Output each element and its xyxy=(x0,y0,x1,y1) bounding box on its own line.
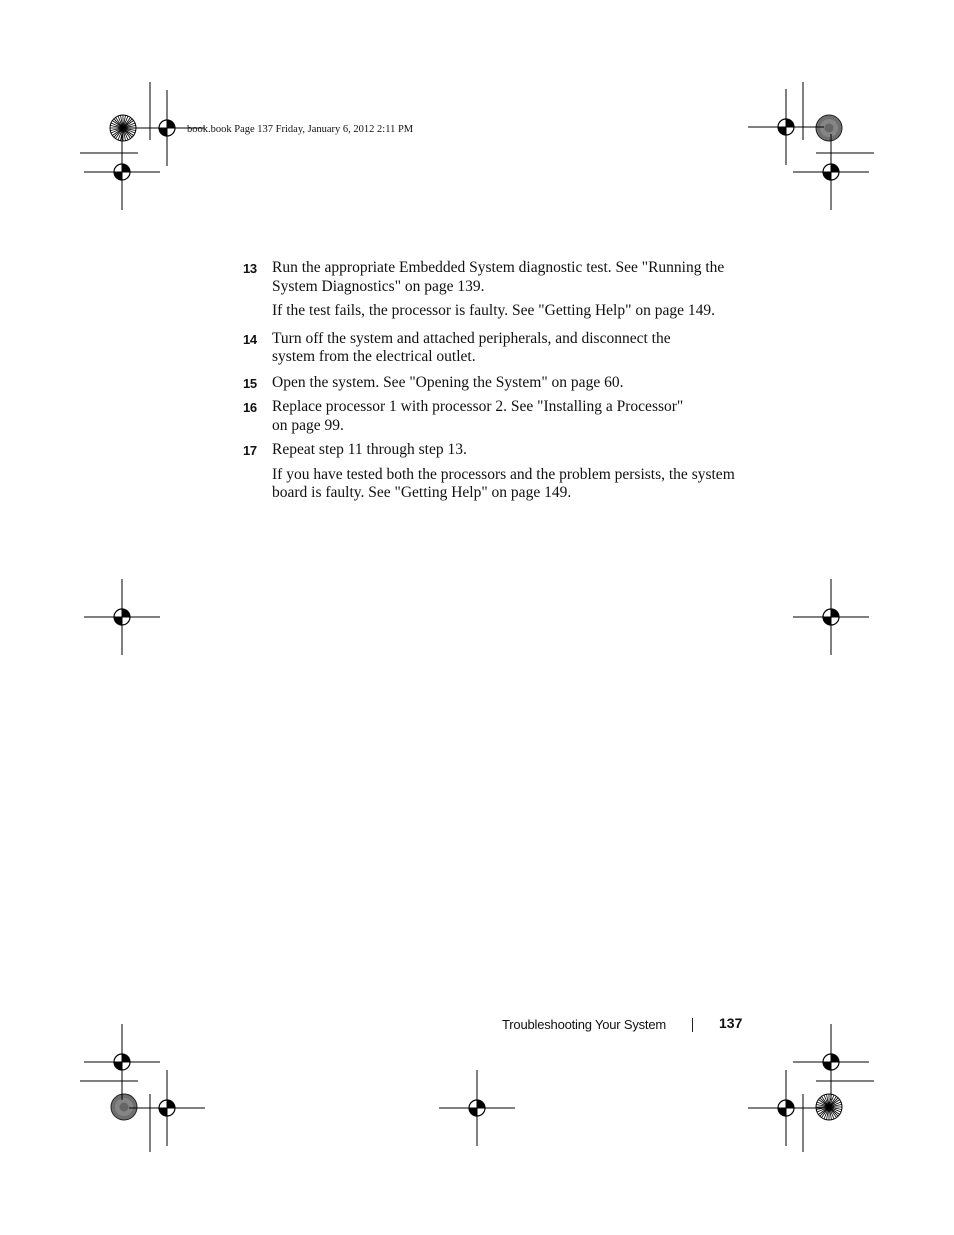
step-text: Turn off the system and attached peripherals, and disconnect the system from the electrical outlet. xyxy=(272,329,671,365)
step-note: If you have tested both the processors and the problem persists, the system board is faulty. See "Getting Help" on page 149. xyxy=(272,465,735,501)
step-16 xyxy=(243,398,743,435)
step-text: Replace processor 1 with processor 2. See "Installing a Processor" on page 99. xyxy=(272,398,684,434)
step-15 xyxy=(243,374,743,393)
page-footer xyxy=(0,1014,954,1036)
step-note: If the test fails, the processor is faulty. See "Getting Help" on page 149. xyxy=(272,302,715,319)
step-13 xyxy=(243,259,743,321)
print-file-stamp: book.book Page 137 Friday, January 6, 2012 2:11 PM xyxy=(187,124,414,135)
page-number: 137 xyxy=(719,1015,743,1031)
procedure-steps xyxy=(243,259,743,503)
step-number: 15 xyxy=(243,375,257,391)
step-number: 14 xyxy=(243,331,257,347)
step-number: 13 xyxy=(243,261,257,276)
step-number: 17 xyxy=(243,443,257,458)
step-14 xyxy=(243,330,743,367)
step-text: Run the appropriate Embedded System diagnostic test. See "Running the System Diagnostics" on page 139. xyxy=(272,259,725,295)
step-17 xyxy=(243,441,743,503)
step-text: Open the system. See "Opening the System" on page 60. xyxy=(272,373,624,391)
step-text: Repeat step 11 through step 13. xyxy=(272,441,467,458)
footer-divider xyxy=(692,1018,693,1032)
footer-section-title: Troubleshooting Your System xyxy=(502,1017,666,1032)
step-number: 16 xyxy=(243,400,257,415)
